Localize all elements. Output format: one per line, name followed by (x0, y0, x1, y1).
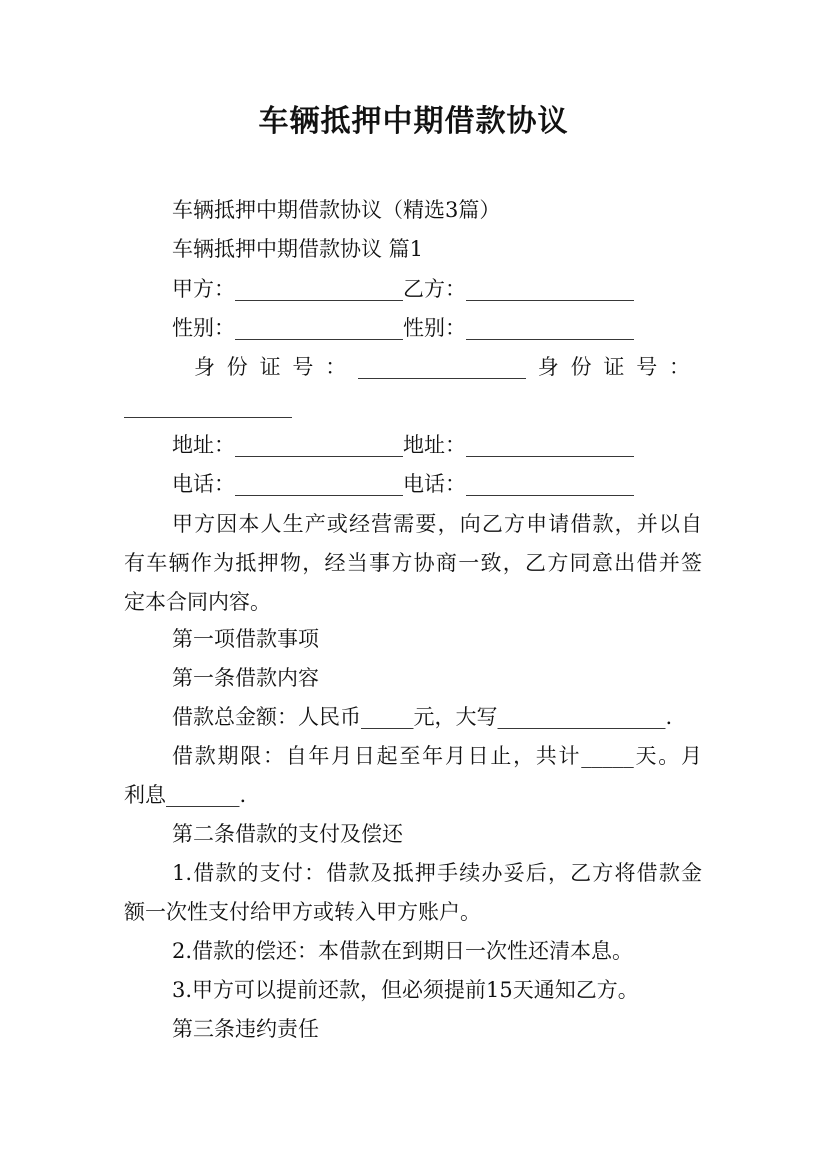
section-heading: 车辆抵押中期借款协议 篇1 (172, 237, 424, 261)
paragraph-line: 甲方因本人生产或经营需要，向乙方申请借款，并以自 (172, 512, 702, 536)
loan-amount-line: 借款总金额：人民币_____元，大写________________. (172, 705, 673, 729)
clause-heading: 第二条借款的支付及偿还 (172, 822, 403, 846)
loan-term-line: 借款期限：自年月日起至年月日止，共计_____天。月 (172, 744, 702, 768)
paragraph-line: 有车辆作为抵押物，经当事方协商一致，乙方同意出借并签 (124, 551, 702, 575)
early-repayment-line: 3.甲方可以提前还款，但必须提前15天通知乙方。 (172, 978, 639, 1002)
clause-heading: 第一条借款内容 (172, 666, 319, 690)
phone-line: 电话：________________电话：________________ (172, 472, 634, 496)
repayment-clause-line: 2.借款的偿还：本借款在到期日一次性还清本息。 (172, 939, 634, 963)
document-subtitle: 车辆抵押中期借款协议（精选3篇） (172, 198, 501, 222)
address-line: 地址：________________地址：________________ (172, 433, 634, 457)
id-number-continuation: ________________ (124, 394, 292, 418)
id-number-line: 身份证号：________________身份证号： (194, 355, 690, 379)
section-heading: 第一项借款事项 (172, 627, 319, 651)
payment-clause-line: 1.借款的支付：借款及抵押手续办妥后，乙方将借款金 (172, 861, 702, 885)
clause-heading: 第三条违约责任 (172, 1017, 319, 1041)
party-name-line: 甲方：________________乙方：________________ (172, 277, 634, 301)
interest-line: 利息_______. (124, 783, 247, 807)
payment-clause-line: 额一次性支付给甲方或转入甲方账户。 (124, 900, 481, 924)
gender-line: 性别：________________性别：________________ (172, 316, 634, 340)
document-title: 车辆抵押中期借款协议 (258, 104, 569, 139)
paragraph-line: 定本合同内容。 (124, 590, 271, 614)
